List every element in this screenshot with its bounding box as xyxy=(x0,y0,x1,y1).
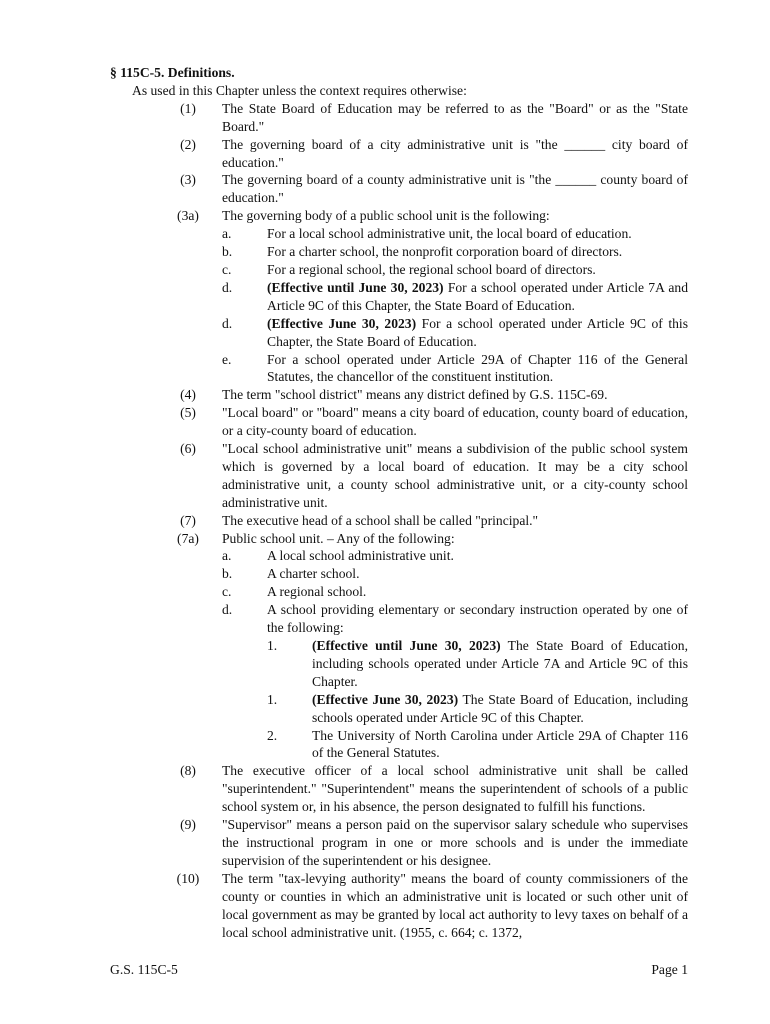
definition-number: (1) xyxy=(180,100,196,116)
sub-item-letter: a. xyxy=(222,226,232,242)
effective-date-note: (Effective June 30, 2023) xyxy=(312,691,459,707)
sub-item-letter: d. xyxy=(222,602,233,618)
sub-item-text: A school providing elementary or secondary instruction operated by one of the following: xyxy=(267,602,688,636)
sub-item xyxy=(222,315,688,351)
definition-text: The State Board of Education may be referred to as the "Board" or as the "State Board." xyxy=(222,100,688,134)
sub-item-text: For a school operated under Article 7A and Article 9C of this Chapter, the State Board of Education. xyxy=(267,279,688,313)
definition-text: The governing board of a city administrative unit is "the ______ city board of education." xyxy=(222,136,688,170)
sub-item xyxy=(222,601,688,762)
definition-text: "Local school administrative unit" means a subdivision of the public school system which is governed by a local board of education. It may be a city school administrative unit, a county school administrative unit, or a city-county school administrative unit. xyxy=(222,441,688,510)
definition-item xyxy=(110,386,688,404)
sub-item-text: A charter school. xyxy=(267,566,360,582)
definition-item xyxy=(110,136,688,172)
definition-text: The governing body of a public school unit is the following: xyxy=(222,208,550,224)
sub-item-letter: a. xyxy=(222,548,232,564)
definition-number: (5) xyxy=(180,405,196,421)
definition-text: The governing board of a county administrative unit is "the ______ county board of education." xyxy=(222,172,688,206)
sub-item-text: For a charter school, the nonprofit corporation board of directors. xyxy=(267,244,623,260)
sub-item-text: A local school administrative unit. xyxy=(267,548,454,564)
sub-item xyxy=(222,583,688,601)
definition-item xyxy=(110,207,688,386)
effective-date-note: (Effective until June 30, 2023) xyxy=(312,638,501,653)
definition-text: The executive officer of a local school administrative unit shall be called "superintendent." "Superintendent" means the superintendent of schools of a public school system or, in his absence, the person designated to fulfill his functions. xyxy=(222,763,688,815)
sub-item-letter: d. xyxy=(222,315,233,331)
definition-number: (3a) xyxy=(177,208,199,224)
definition-number: (8) xyxy=(180,763,196,779)
sub-item xyxy=(222,351,688,387)
sub-item-letter: b. xyxy=(222,566,233,582)
sub-sub-item-number: 1. xyxy=(267,691,278,707)
page-number: Page 1 xyxy=(651,962,688,977)
definition-number: (2) xyxy=(180,136,196,152)
sub-item-text: For a school operated under Article 9C of this Chapter, the State Board of Education. xyxy=(267,315,689,349)
sub-item xyxy=(222,547,688,565)
sub-item-letter: b. xyxy=(222,244,233,260)
sub-sub-item xyxy=(267,691,688,727)
sub-item-text: For a school operated under Article 29A of Chapter 116 of the General Statutes, the chancellor of the constituent institution. xyxy=(267,351,688,385)
definition-item xyxy=(110,816,688,870)
sub-item-letter: c. xyxy=(222,261,232,277)
definition-item xyxy=(110,870,688,942)
definitions-list xyxy=(110,100,688,942)
definition-number: (6) xyxy=(180,441,196,457)
sub-item-letter: d. xyxy=(222,279,233,295)
definition-item xyxy=(110,404,688,440)
sub-sub-item-number: 2. xyxy=(267,727,278,743)
definition-text: "Supervisor" means a person paid on the supervisor salary schedule who supervises the instructional program in one or more schools and is under the immediate supervision of the superintendent or his designee. xyxy=(222,817,688,868)
definition-number: (3) xyxy=(180,172,196,188)
definition-text: Public school unit. – Any of the following: xyxy=(222,530,455,546)
sub-sub-item-number: 1. xyxy=(267,638,278,653)
definition-number: (10) xyxy=(176,870,200,886)
definition-text: The term "school district" means any district defined by G.S. 115C-69. xyxy=(222,387,608,403)
definition-item xyxy=(110,530,688,763)
sub-item xyxy=(222,225,688,243)
sub-item-text: A regional school. xyxy=(267,584,367,600)
sub-item xyxy=(222,261,688,279)
definition-item xyxy=(110,512,688,530)
sub-item-letter: c. xyxy=(222,584,232,600)
footer-citation: G.S. 115C-5 xyxy=(110,962,178,977)
sub-sub-item-text: The University of North Carolina under Article 29A of Chapter 116 of the General Statutes. xyxy=(312,727,688,761)
definition-item xyxy=(110,171,688,207)
section-intro: As used in this Chapter unless the context requires otherwise: xyxy=(132,82,467,98)
effective-date-note: (Effective June 30, 2023) xyxy=(267,315,417,331)
section-heading: § 115C-5. Definitions. xyxy=(110,65,235,80)
definition-item xyxy=(110,440,688,512)
definition-text: The executive head of a school shall be called "principal." xyxy=(222,512,539,528)
effective-date-note: (Effective until June 30, 2023) xyxy=(267,279,444,295)
sub-sub-item-text: The State Board of Education, including schools operated under Article 9C of this Chapter. xyxy=(312,691,688,725)
definition-text: "Local board" or "board" means a city board of education, county board of education, or a city-county board of education. xyxy=(222,405,688,439)
definition-number: (7a) xyxy=(177,530,199,546)
definition-item xyxy=(110,762,688,816)
sub-item-text: For a local school administrative unit, the local board of education. xyxy=(267,226,632,242)
sub-item-letter: e. xyxy=(222,351,232,367)
sub-item-text: For a regional school, the regional school board of directors. xyxy=(267,261,596,277)
sub-sub-item-text: The State Board of Education, including schools operated under Article 7A and Article 9C of this Chapter. xyxy=(312,638,688,689)
document-body xyxy=(110,64,688,941)
definition-item xyxy=(110,100,688,136)
sub-item xyxy=(222,279,688,315)
definition-number: (9) xyxy=(180,817,196,833)
definition-text: The term "tax-levying authority" means the board of county commissioners of the county or counties in which an administrative unit is located or such other unit of local government as may be granted by local act authority to levy taxes on behalf of a local school administrative unit. (1955, c. 664; c. 1372, xyxy=(222,870,688,940)
definition-number: (7) xyxy=(180,512,196,528)
sub-sub-item xyxy=(267,637,688,691)
sub-item xyxy=(222,243,688,261)
definition-number: (4) xyxy=(180,387,196,403)
sub-item xyxy=(222,565,688,583)
sub-sub-item xyxy=(267,727,688,763)
